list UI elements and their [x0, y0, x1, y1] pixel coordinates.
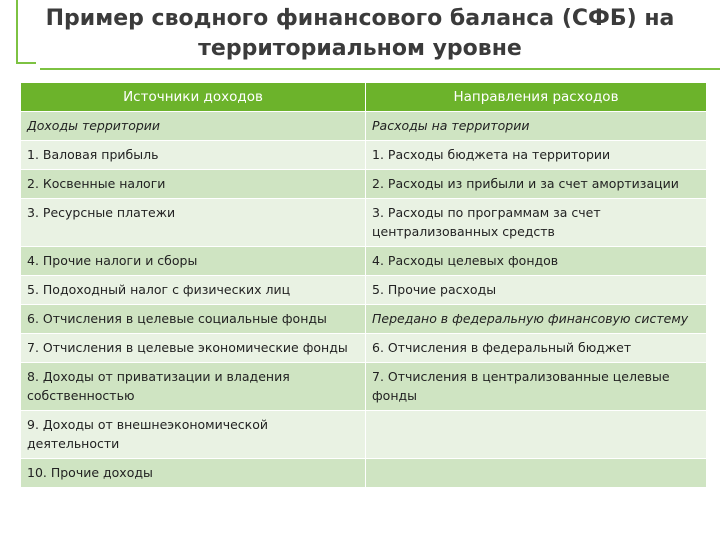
expense-cell: 4. Расходы целевых фондов	[366, 247, 707, 276]
income-cell: 2. Косвенные налоги	[21, 170, 366, 199]
table-row	[21, 170, 707, 199]
income-cell: 3. Ресурсные платежи	[21, 199, 366, 247]
balance-table-container	[20, 82, 706, 488]
table-row	[21, 305, 707, 334]
expense-cell	[366, 459, 707, 488]
expense-cell: 3. Расходы по программам за счет централизованных средств	[366, 199, 707, 247]
header-income-sources: Источники доходов	[21, 83, 366, 112]
expense-cell: 5. Прочие расходы	[366, 276, 707, 305]
slide-title: Пример сводного финансового баланса (СФБ) на территориальном уровне	[45, 6, 675, 61]
expense-cell: 2. Расходы из прибыли и за счет амортизации	[366, 170, 707, 199]
expense-cell	[366, 411, 707, 459]
table-row	[21, 199, 707, 247]
accent-bar-horizontal	[16, 62, 36, 64]
table-header-row	[21, 83, 707, 112]
table-row	[21, 112, 707, 141]
table-row	[21, 276, 707, 305]
table-row	[21, 411, 707, 459]
income-cell: 10. Прочие доходы	[21, 459, 366, 488]
expense-cell: 1. Расходы бюджета на территории	[366, 141, 707, 170]
expense-cell: 6. Отчисления в федеральный бюджет	[366, 334, 707, 363]
title-rule	[40, 68, 720, 70]
income-cell: Доходы территории	[21, 112, 366, 141]
income-cell: 8. Доходы от приватизации и владения собственностью	[21, 363, 366, 411]
income-cell: 4. Прочие налоги и сборы	[21, 247, 366, 276]
expense-cell: 7. Отчисления в централизованные целевые фонды	[366, 363, 707, 411]
table-row	[21, 141, 707, 170]
accent-bar-vertical	[16, 0, 18, 62]
income-cell: 1. Валовая прибыль	[21, 141, 366, 170]
header-expense-directions: Направления расходов	[366, 83, 707, 112]
income-cell: 6. Отчисления в целевые социальные фонды	[21, 305, 366, 334]
expense-cell: Расходы на территории	[366, 112, 707, 141]
table-row	[21, 459, 707, 488]
income-cell: 7. Отчисления в целевые экономические фонды	[21, 334, 366, 363]
income-cell: 9. Доходы от внешнеэкономической деятельности	[21, 411, 366, 459]
table-row	[21, 363, 707, 411]
expense-cell: Передано в федеральную финансовую систему	[366, 305, 707, 334]
balance-table	[20, 82, 707, 488]
table-row	[21, 334, 707, 363]
table-row	[21, 247, 707, 276]
income-cell: 5. Подоходный налог с физических лиц	[21, 276, 366, 305]
